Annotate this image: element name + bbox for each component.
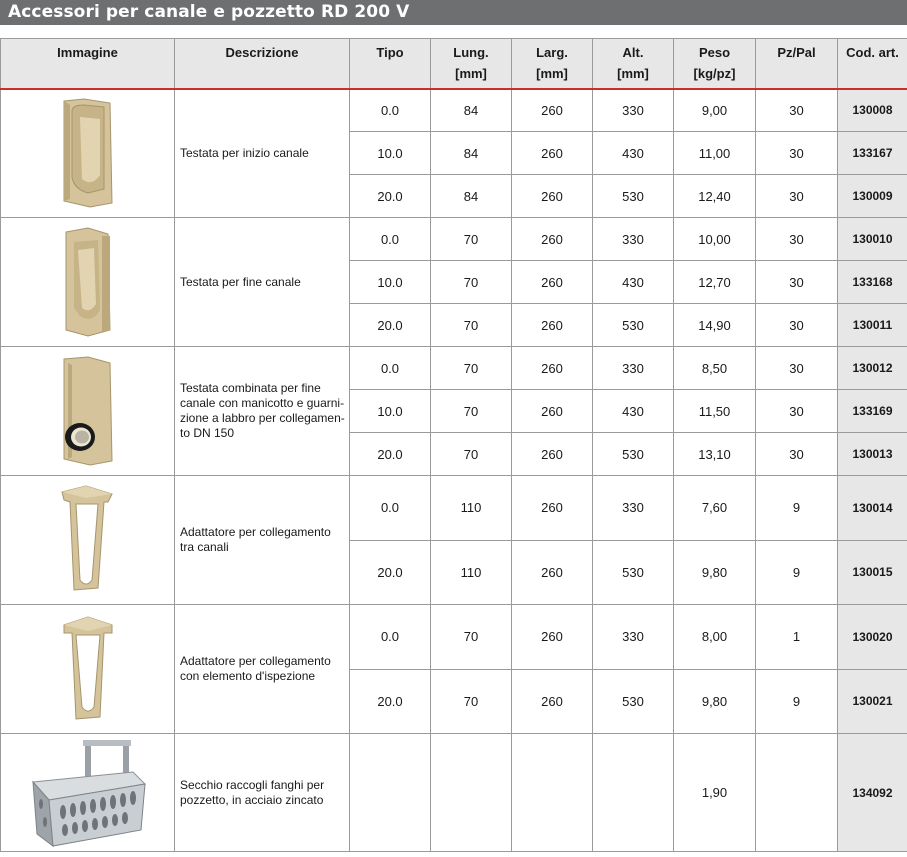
cell-tipo: 20.0 [350,669,431,734]
cell-tipo: 0.0 [350,476,431,541]
cell-peso: 13,10 [674,433,756,476]
cell-alt: 430 [593,390,674,433]
product-description [175,347,350,476]
page-title: Accessori per canale e pozzetto RD 200 V [0,0,907,25]
cell-lung: 110 [431,476,512,541]
cell-cod: 130009 [838,175,907,218]
channel-end-cap-finish-icon [58,226,118,338]
product-description: Testata per inizio canale [175,89,350,218]
cell-pzpal: 30 [756,261,838,304]
cell-alt: 430 [593,261,674,304]
cell-larg: 260 [512,175,593,218]
cell-tipo: 10.0 [350,261,431,304]
accessories-table [0,38,907,852]
cell-tipo: 20.0 [350,175,431,218]
product-description [175,734,350,852]
cell-pzpal: 30 [756,390,838,433]
cell-tipo: 10.0 [350,132,431,175]
cell-lung [431,734,512,852]
cell-tipo: 0.0 [350,89,431,132]
cell-peso: 11,50 [674,390,756,433]
channel-adapter-icon [58,484,118,596]
description-line: tra canali [180,540,229,554]
cell-larg: 260 [512,132,593,175]
channel-end-cap-start-icon [58,97,118,209]
cell-pzpal: 30 [756,304,838,347]
cell-tipo: 0.0 [350,347,431,390]
cell-larg: 260 [512,476,593,541]
cell-alt: 530 [593,669,674,734]
header-alt: Alt. [mm] [593,39,674,89]
product-description [175,476,350,605]
header-larg: Larg. [mm] [512,39,593,89]
table-row [1,605,907,670]
cell-pzpal: 30 [756,218,838,261]
description-line: con elemento d'ispezione [180,669,316,683]
description-line: canale con manicotto e guarni- [180,396,345,410]
cell-larg: 260 [512,669,593,734]
header-cod: Cod. art. [838,39,907,89]
table-row [1,734,907,852]
cell-tipo: 20.0 [350,540,431,605]
cell-lung: 70 [431,390,512,433]
cell-larg: 260 [512,347,593,390]
cell-alt [593,734,674,852]
cell-cod: 134092 [838,734,907,852]
table-row [1,218,907,261]
cell-tipo: 10.0 [350,390,431,433]
cell-peso: 7,60 [674,476,756,541]
cell-lung: 70 [431,433,512,476]
header-immagine: Immagine [1,39,175,89]
cell-larg: 260 [512,218,593,261]
cell-lung: 70 [431,605,512,670]
description-line: pozzetto, in acciaio zincato [180,792,324,807]
header-tipo: Tipo [350,39,431,89]
cell-tipo [350,734,431,852]
cell-tipo: 0.0 [350,218,431,261]
cell-lung: 84 [431,132,512,175]
cell-peso: 10,00 [674,218,756,261]
cell-cod: 130014 [838,476,907,541]
cell-alt: 330 [593,89,674,132]
cell-larg: 260 [512,540,593,605]
cell-pzpal: 30 [756,175,838,218]
cell-larg: 260 [512,390,593,433]
cell-tipo: 20.0 [350,433,431,476]
cell-cod: 133167 [838,132,907,175]
cell-alt: 530 [593,175,674,218]
cell-peso: 8,00 [674,605,756,670]
cell-larg: 260 [512,89,593,132]
product-image-cell [1,218,175,347]
cell-cod: 130021 [838,669,907,734]
cell-alt: 530 [593,540,674,605]
inspection-adapter-icon [58,613,118,725]
cell-alt: 430 [593,132,674,175]
cell-pzpal: 9 [756,540,838,605]
cell-pzpal: 1 [756,605,838,670]
cell-alt: 330 [593,605,674,670]
cell-cod: 130008 [838,89,907,132]
cell-lung: 70 [431,304,512,347]
cell-pzpal: 30 [756,89,838,132]
table-header-row [1,39,907,89]
galvanized-steel-bucket-icon [23,738,153,848]
cell-cod: 130020 [838,605,907,670]
cell-peso: 14,90 [674,304,756,347]
cell-larg: 260 [512,261,593,304]
cell-lung: 110 [431,540,512,605]
cell-cod: 130012 [838,347,907,390]
table-row [1,89,907,132]
header-pzpal: Pz/Pal [756,39,838,89]
description-line: to DN 150 [180,426,235,440]
cell-larg: 260 [512,605,593,670]
cell-alt: 530 [593,433,674,476]
cell-cod: 133169 [838,390,907,433]
product-image-cell [1,605,175,734]
cell-alt: 330 [593,476,674,541]
cell-peso: 9,80 [674,540,756,605]
description-line: Testata combinata per fine [180,381,321,395]
cell-cod: 130013 [838,433,907,476]
cell-lung: 70 [431,218,512,261]
cell-cod: 130015 [838,540,907,605]
product-description [175,605,350,734]
cell-peso: 12,70 [674,261,756,304]
cell-pzpal: 9 [756,669,838,734]
cell-lung: 70 [431,347,512,390]
cell-peso: 11,00 [674,132,756,175]
product-image-cell [1,89,175,218]
product-image-cell [1,734,175,852]
cell-larg [512,734,593,852]
cell-pzpal: 9 [756,476,838,541]
description-line: Adattatore per collegamento [180,525,331,539]
combined-end-cap-with-socket-icon [58,355,118,467]
cell-peso: 8,50 [674,347,756,390]
product-image-cell [1,476,175,605]
cell-pzpal: 30 [756,433,838,476]
cell-lung: 84 [431,89,512,132]
description-line: Adattatore per collegamento [180,654,331,668]
cell-cod: 130010 [838,218,907,261]
cell-cod: 130011 [838,304,907,347]
header-descrizione: Descrizione [175,39,350,89]
header-lung: Lung. [mm] [431,39,512,89]
table-row [1,347,907,390]
cell-cod: 133168 [838,261,907,304]
cell-lung: 84 [431,175,512,218]
cell-peso: 1,90 [674,734,756,852]
cell-pzpal [756,734,838,852]
description-line: zione a labbro per collegamen- [180,411,345,425]
product-image-cell [1,347,175,476]
cell-tipo: 20.0 [350,304,431,347]
cell-peso: 9,80 [674,669,756,734]
cell-pzpal: 30 [756,347,838,390]
cell-tipo: 0.0 [350,605,431,670]
table-row [1,476,907,541]
cell-larg: 260 [512,304,593,347]
cell-peso: 9,00 [674,89,756,132]
cell-larg: 260 [512,433,593,476]
cell-alt: 330 [593,218,674,261]
description-line: Secchio raccogli fanghi per [180,777,325,792]
product-description: Testata per fine canale [175,218,350,347]
cell-alt: 330 [593,347,674,390]
cell-lung: 70 [431,261,512,304]
cell-pzpal: 30 [756,132,838,175]
cell-lung: 70 [431,669,512,734]
header-peso: Peso [kg/pz] [674,39,756,89]
cell-peso: 12,40 [674,175,756,218]
cell-alt: 530 [593,304,674,347]
